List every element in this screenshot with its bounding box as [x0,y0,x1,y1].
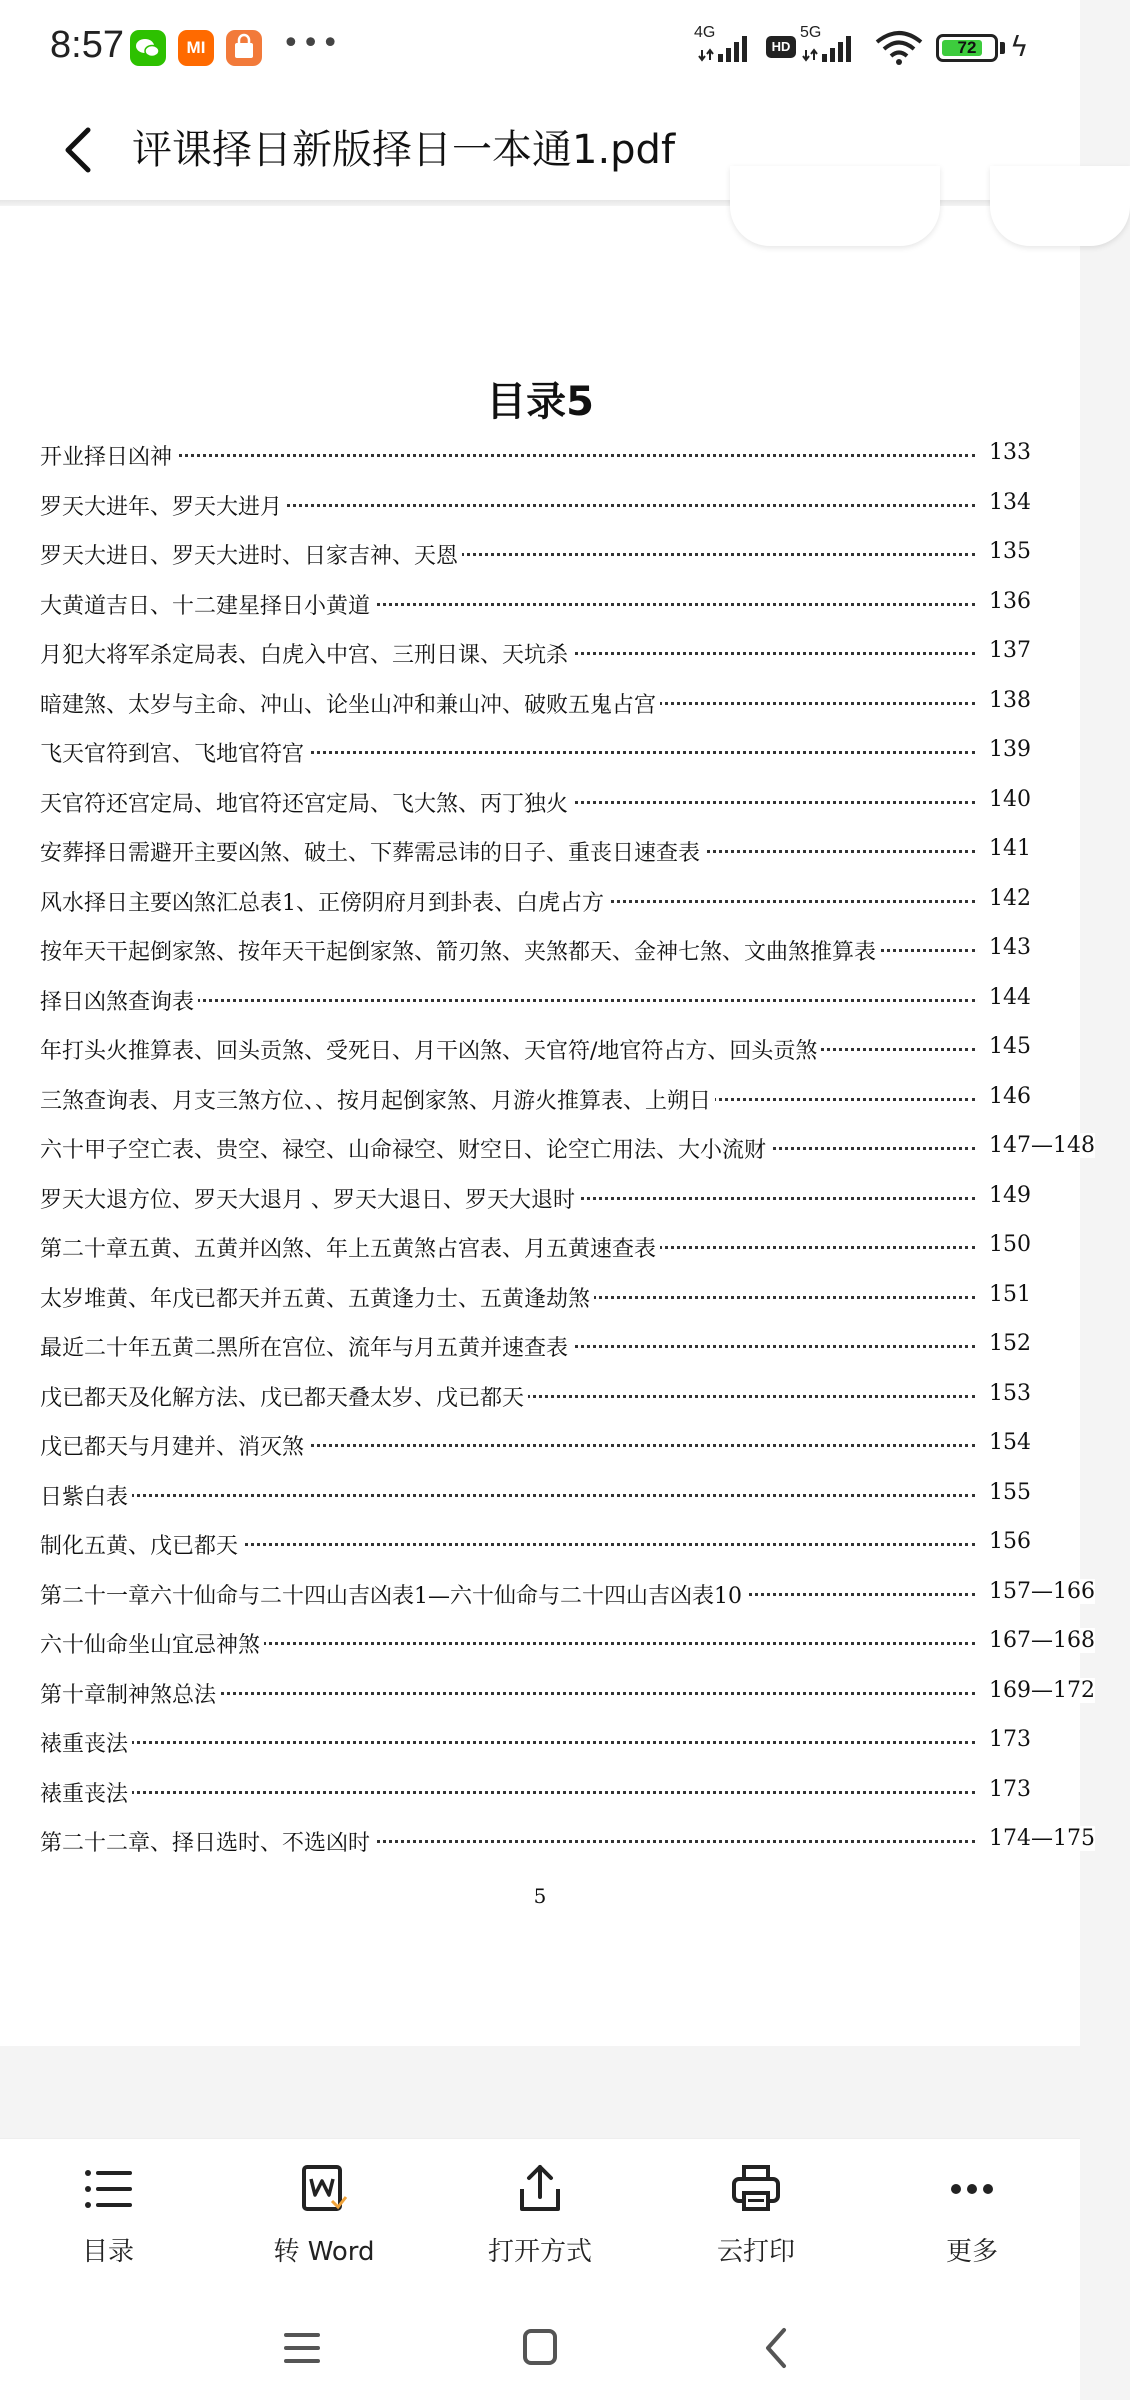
battery-cap [1000,42,1005,54]
home-button[interactable] [500,2318,580,2378]
back-arrow-icon [52,120,108,180]
toc-entry-page: 134 [985,490,1031,515]
toc-entry-page: 153 [985,1381,1031,1406]
toc-entry-page: 174—175 [985,1826,1095,1851]
convert-word-button[interactable] [216,2139,432,2299]
toc-entry-text: 年打头火推算表、回头贡煞、受死日、月干凶煞、天官符/地官符占方、回头贡煞 [40,1034,821,1065]
toc-entry-text: 六十仙命坐山宜忌神煞 [40,1628,264,1659]
toc-button-label: 目录 [81,2237,134,2267]
toc-entry-text: 罗天大进年、罗天大进月 [40,490,286,521]
toc-entry[interactable] [0,482,1080,532]
toc-entry[interactable] [0,1373,1080,1423]
share-upload-icon [510,2159,570,2219]
toc-entry-text: 开业择日凶神 [40,440,176,471]
toc-entry[interactable] [0,1472,1080,1522]
toc-entry-page: 167—168 [985,1628,1095,1653]
toc-entry-text: 月犯大将军杀定局表、白虎入中宫、三刑日课、天坑杀 [40,638,572,669]
toc-entry-text: 天官符还宫定局、地官符还宫定局、飞大煞、丙丁独火 [40,787,572,818]
toc-entry-text: 安葬择日需避开主要凶煞、破土、下葬需忌讳的日子、重丧日速查表 [40,836,704,867]
toc-entry-text: 风水择日主要凶煞汇总表1、正傍阴府月到卦表、白虎占方 [40,886,608,917]
toc-entry[interactable] [0,1818,1095,1868]
mi-icon: MI [178,30,214,66]
document-title: 评课择日新版择日一本通1.pdf [132,127,676,173]
toc-entry[interactable] [0,828,1080,878]
toc-entry-text: 按年天干起倒家煞、按年天干起倒家煞、箭刃煞、夹煞都天、金神七煞、文曲煞推算表 [40,935,880,966]
toc-entry-page: 169—172 [985,1678,1095,1703]
toc-entry-text: 罗天大进日、罗天大进时、日家吉神、天恩 [40,539,462,570]
toc-entry-page: 145 [985,1034,1031,1059]
bottom-toolbar [0,2138,1080,2299]
toc-leader-dots [40,1494,975,1497]
toc-entry[interactable] [0,1076,1080,1126]
toc-entry-page: 151 [985,1282,1031,1307]
printer-icon [726,2159,786,2219]
toc-list [0,432,1095,1868]
toc-entry[interactable] [0,432,1080,482]
wifi-icon [874,30,924,66]
status-bar [0,0,1080,100]
toc-entry-page: 154 [985,1430,1031,1455]
battery-icon [936,34,998,62]
list-icon [78,2159,138,2219]
toc-entry[interactable] [0,1224,1080,1274]
toc-entry-text: 择日凶煞查询表 [40,985,198,1016]
toc-title: 目录5 [486,379,594,425]
toc-entry-text: 飞天官符到宫、飞地官符宫 [40,737,308,768]
system-nav-bar [0,2298,1080,2400]
toc-entry-text: 第二十二章、择日选时、不选凶时 [40,1826,374,1857]
toc-entry-page: 155 [985,1480,1031,1505]
more-dots-icon [942,2159,1002,2219]
toc-entry-text: 最近二十年五黄二黑所在宫位、流年与月五黄并速查表 [40,1331,572,1362]
toc-entry-page: 133 [985,440,1031,465]
convert-word-label: 转 Word [273,2237,375,2267]
toc-entry[interactable] [0,1521,1080,1571]
floating-panel-edge [730,166,940,246]
toc-entry-text: 戊已都天及化解方法、戊已都天叠太岁、戊已都天 [40,1381,528,1412]
toc-entry-text: 大黄道吉日、十二建星择日小黄道 [40,589,374,620]
toc-entry-page: 143 [985,935,1031,960]
toc-entry[interactable] [0,630,1080,680]
more-label: 更多 [945,2237,998,2267]
toc-entry-page: 142 [985,886,1031,911]
toc-entry-page: 140 [985,787,1031,812]
back-button[interactable] [52,120,108,180]
hd-voice-icon: HD [766,36,796,58]
toc-entry-page: 152 [985,1331,1031,1356]
toc-entry-text: 罗天大退方位、罗天大退月 、罗天大退日、罗天大退时 [40,1183,579,1214]
toc-entry[interactable] [0,581,1080,631]
pdf-page[interactable] [0,206,1095,2046]
cloud-print-label: 云打印 [716,2237,795,2267]
toc-entry[interactable] [0,1026,1080,1076]
home-square-icon [500,2318,580,2378]
toc-entry-page: 139 [985,737,1031,762]
toc-entry-text: 裱重丧法 [40,1777,132,1808]
toc-entry-page: 147—148 [985,1133,1095,1158]
word-convert-icon [294,2159,354,2219]
toc-entry[interactable] [0,779,1080,829]
toc-entry-page: 150 [985,1232,1031,1257]
toc-entry-text: 戊已都天与月建并、消灭煞 [40,1430,308,1461]
toc-entry[interactable] [0,531,1080,581]
toc-entry-page: 144 [985,985,1031,1010]
toc-entry-text: 裱重丧法 [40,1727,132,1758]
toc-entry-page: 137 [985,638,1031,663]
menu-lines-icon [262,2318,342,2378]
open-with-button[interactable] [432,2139,648,2299]
toc-entry-text: 第二十一章六十仙命与二十四山吉凶表1—六十仙命与二十四山吉凶表10 [40,1579,746,1610]
more-button[interactable] [864,2139,1080,2299]
toc-entry-text: 制化五黄、戊已都天 [40,1529,242,1560]
more-notifications-icon: ••• [282,26,342,61]
toc-entry-page: 157—166 [985,1579,1095,1604]
toc-entry-text: 第十章制神煞总法 [40,1678,220,1709]
network-5g-label: 5G [800,24,822,41]
toc-entry-text: 三煞查询表、月支三煞方位、、按月起倒家煞、月游火推算表、上朔日 [40,1084,715,1115]
toc-entry-page: 135 [985,539,1031,564]
page-number: 5 [533,1884,547,1908]
toc-entry[interactable] [0,1670,1095,1720]
toc-entry[interactable] [0,1175,1080,1225]
clock: 8:57 [50,24,124,66]
charging-bolt-icon: ϟ [1010,30,1029,63]
toc-button[interactable] [0,2139,216,2299]
toc-entry[interactable] [0,1571,1095,1621]
toc-entry-page: 138 [985,688,1031,713]
toc-entry-page: 173 [985,1777,1031,1802]
wechat-icon [130,30,166,66]
toc-entry[interactable] [0,1274,1080,1324]
shopping-bag-icon [226,30,262,66]
toc-entry[interactable] [0,1323,1080,1373]
toc-entry[interactable] [0,878,1080,928]
battery-level: 72 [957,38,977,57]
network-4g-label: 4G [694,24,716,41]
toc-leader-dots [40,1741,975,1744]
toc-entry-page: 141 [985,836,1031,861]
toc-entry-page: 149 [985,1183,1031,1208]
recent-apps-button[interactable] [262,2318,342,2378]
toc-entry-text: 暗建煞、太岁与主命、冲山、论坐山冲和兼山冲、破败五鬼占宫 [40,688,660,719]
toc-entry[interactable] [0,1422,1080,1472]
toc-entry-page: 173 [985,1727,1031,1752]
toc-entry-text: 六十甲子空亡表、贵空、禄空、山命禄空、财空日、论空亡用法、大小流财 [40,1133,770,1164]
toc-leader-dots [40,1791,975,1794]
system-back-button[interactable] [738,2318,818,2378]
toc-entry-page: 136 [985,589,1031,614]
toc-entry[interactable] [0,729,1080,779]
toc-entry[interactable] [0,1125,1095,1175]
toc-entry[interactable] [0,680,1080,730]
toc-entry[interactable] [0,1719,1080,1769]
back-chevron-icon [738,2318,818,2378]
floating-panel-edge-2 [990,166,1130,246]
toc-leader-dots [40,454,975,457]
toc-entry-text: 第二十章五黄、五黄并凶煞、年上五黄煞占宫表、月五黄速查表 [40,1232,660,1263]
toc-entry[interactable] [0,927,1080,977]
toc-entry[interactable] [0,1769,1080,1819]
open-with-label: 打开方式 [487,2237,592,2267]
toc-entry-page: 156 [985,1529,1031,1554]
signal-strength-2-icon [802,34,862,64]
toc-entry[interactable] [0,1620,1095,1670]
toc-entry-page: 146 [985,1084,1031,1109]
signal-strength-icon [698,34,758,64]
toc-entry-text: 日紫白表 [40,1480,132,1511]
toc-entry-text: 太岁堆黄、年戊已都天并五黄、五黄逢力士、五黄逢劫煞 [40,1282,594,1313]
toc-entry[interactable] [0,977,1080,1027]
cloud-print-button[interactable] [648,2139,864,2299]
